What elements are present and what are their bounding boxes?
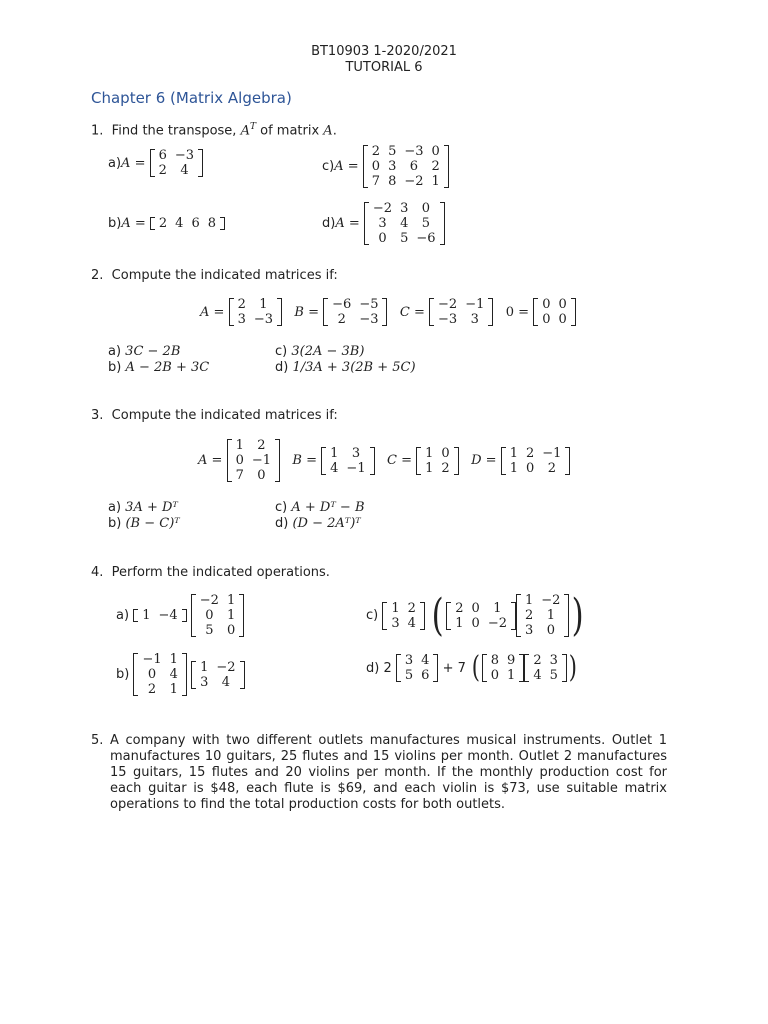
matrix-cell: −1 bbox=[251, 453, 272, 468]
matrix-cell: 7 bbox=[371, 174, 381, 189]
matrix-cell: 3 bbox=[200, 674, 209, 690]
matrix-cell: 1 bbox=[330, 445, 339, 461]
matrix-cell: 1 bbox=[425, 445, 434, 461]
q4b-matrix-1 bbox=[133, 652, 186, 697]
q1-prompt: 1. Find the transpose, $A^T$ of matrix A. bbox=[91, 122, 337, 139]
matrix-cell: 0 bbox=[235, 453, 244, 468]
matrix-cell: 2 bbox=[158, 216, 168, 231]
matrix-cell: 1 bbox=[142, 608, 151, 623]
matrix-cell: 2 bbox=[237, 297, 246, 312]
matrix-cell: 1 bbox=[226, 608, 236, 623]
q4c-matrix-3 bbox=[516, 593, 569, 638]
matrix-cell: 8 bbox=[207, 216, 217, 231]
matrix-cell: −2 bbox=[199, 593, 219, 608]
q2-part-d: d) 1/3A + 3(2B + 5C) bbox=[275, 360, 416, 375]
q3-part-a: a) 3A + Dᵀ bbox=[108, 500, 178, 515]
matrix-cell: 0 bbox=[378, 231, 387, 246]
q2-matrix-B bbox=[323, 297, 387, 327]
q3-part-c: c) A + Dᵀ − B bbox=[275, 500, 365, 515]
matrix-cell: 2 bbox=[441, 460, 450, 476]
matrix-cell: 5 bbox=[400, 231, 409, 246]
q2-matrix-zero bbox=[533, 297, 576, 327]
matrix-cell: −2 bbox=[438, 297, 458, 312]
matrix-cell: −3 bbox=[404, 144, 424, 159]
q1-number: 1. bbox=[91, 123, 104, 139]
matrix-cell: 1 bbox=[455, 615, 464, 631]
matrix-cell: 1 bbox=[425, 460, 434, 476]
q2-part-a: a) 3C − 2B bbox=[108, 344, 181, 359]
matrix-cell: 0 bbox=[546, 623, 555, 638]
matrix-cell: 4 bbox=[407, 615, 416, 631]
matrix-cell: 3 bbox=[237, 312, 246, 327]
matrix-cell: 4 bbox=[421, 653, 430, 668]
matrix-cell: 4 bbox=[221, 674, 231, 690]
matrix-cell: 9 bbox=[507, 653, 516, 668]
matrix-cell: 2 bbox=[257, 438, 266, 453]
q3-prompt: 3. Compute the indicated matrices if: bbox=[91, 408, 338, 423]
q3-part-d: d) (D − 2Aᵀ)ᵀ bbox=[275, 516, 361, 531]
matrix-cell: 1 bbox=[259, 297, 268, 312]
matrix-cell: 3 bbox=[549, 653, 558, 668]
matrix-cell: −1 bbox=[542, 445, 562, 461]
matrix-cell: 1 bbox=[169, 682, 178, 697]
matrix-cell: 7 bbox=[235, 468, 244, 483]
matrix-cell: 6 bbox=[158, 148, 167, 163]
matrix-cell: 0 bbox=[421, 201, 431, 216]
matrix-cell: 1 bbox=[493, 600, 502, 616]
matrix-cell: 0 bbox=[471, 615, 480, 631]
matrix-cell: 3 bbox=[470, 312, 479, 327]
q4a-matrix-1 bbox=[133, 608, 186, 623]
matrix-cell: 2 bbox=[547, 460, 556, 476]
matrix-cell: −1 bbox=[465, 297, 485, 312]
matrix-cell: 1 bbox=[509, 460, 518, 476]
q5-text: A company with two different outlets manufactures musical instruments. Outlet 1 manufactures 10 guitars, 25 flutes and 15 violins per month. Outlet 2 manufactures 15 guitars, 15 flutes and 20 violins per month. If the monthly production cost for each guitar is $48, each flute is $69, and each violin is $73, use suitable matrix operations to find the total production costs for both outlets. bbox=[110, 733, 667, 812]
matrix-cell: 3 bbox=[400, 201, 409, 216]
matrix-cell: 2 bbox=[407, 600, 416, 616]
matrix-cell: 4 bbox=[175, 216, 184, 231]
q4c-matrix-1 bbox=[382, 601, 425, 631]
matrix-cell: 6 bbox=[191, 216, 200, 231]
q2-number: 2. bbox=[91, 268, 104, 283]
matrix-cell: 5 bbox=[404, 668, 414, 683]
matrix-cell: 0 bbox=[257, 468, 266, 483]
q3-definitions: A = 1 2 0 −1 7 0 B = 1 3 4 −1 C = 1 0 1 2 D = 1 2 −1 1 0 2 bbox=[198, 438, 570, 483]
matrix-cell: 0 bbox=[371, 159, 381, 174]
q1-matrix-d bbox=[364, 201, 445, 246]
matrix-cell: 1 bbox=[391, 600, 400, 616]
matrix-cell: 8 bbox=[490, 653, 500, 668]
matrix-cell: 0 bbox=[471, 600, 480, 616]
matrix-cell: −3 bbox=[359, 312, 379, 327]
matrix-cell: 1 bbox=[507, 668, 516, 683]
q4d-matrix-1 bbox=[396, 653, 439, 683]
chapter-title: Chapter 6 (Matrix Algebra) bbox=[91, 89, 292, 107]
matrix-cell: 2 bbox=[158, 163, 167, 178]
q1-part-a: a)A = 6 −3 2 4 bbox=[108, 148, 203, 178]
matrix-cell: 8 bbox=[388, 174, 397, 189]
q3-number: 3. bbox=[91, 408, 104, 423]
q4-part-b: b) −1 1 0 4 2 1 1 −2 3 4 bbox=[116, 652, 245, 697]
q4-part-c: c) 1 2 3 4 ( 2 0 1 1 0 −2 1 −2 2 1 3 0 ) bbox=[366, 589, 585, 641]
matrix-cell: −2 bbox=[216, 659, 236, 675]
q3-matrix-B bbox=[321, 446, 374, 476]
matrix-cell: 1 bbox=[431, 174, 440, 189]
matrix-cell: 0 bbox=[441, 445, 450, 461]
matrix-cell: 3 bbox=[378, 216, 387, 231]
q3-matrix-D bbox=[501, 446, 571, 476]
q4-number: 4. bbox=[91, 565, 104, 580]
matrix-cell: −6 bbox=[416, 231, 436, 246]
matrix-cell: −3 bbox=[174, 148, 195, 163]
matrix-cell: 5 bbox=[549, 668, 558, 683]
matrix-cell: −3 bbox=[253, 312, 274, 327]
matrix-cell: 0 bbox=[431, 144, 440, 159]
q2-prompt: 2. Compute the indicated matrices if: bbox=[91, 268, 338, 283]
q4c-matrix-2 bbox=[446, 601, 516, 631]
q4-part-d: d) 2 3 4 5 6 + 7 ( 8 9 0 1 2 3 4 5 ) bbox=[366, 650, 577, 685]
matrix-cell: −2 bbox=[487, 615, 507, 631]
matrix-cell: 2 bbox=[147, 682, 157, 697]
matrix-cell: 0 bbox=[490, 668, 500, 683]
matrix-cell: 2 bbox=[431, 159, 440, 174]
matrix-cell: 4 bbox=[400, 216, 409, 231]
matrix-cell: 4 bbox=[169, 667, 178, 682]
matrix-cell: 1 bbox=[546, 608, 555, 623]
matrix-cell: 5 bbox=[421, 216, 431, 231]
matrix-cell: 3 bbox=[391, 615, 400, 631]
q5-number: 5. bbox=[91, 733, 104, 748]
matrix-cell: 2 bbox=[337, 312, 346, 327]
matrix-cell: 0 bbox=[542, 312, 551, 327]
matrix-cell: −2 bbox=[541, 593, 561, 608]
matrix-cell: −5 bbox=[359, 297, 379, 312]
matrix-cell: 0 bbox=[205, 608, 214, 623]
matrix-cell: 6 bbox=[409, 159, 419, 174]
matrix-cell: 0 bbox=[558, 297, 567, 312]
q4d-matrix-3 bbox=[524, 653, 567, 683]
q4-part-a: a) 1 −4 −2 1 0 1 5 0 bbox=[116, 593, 244, 638]
q1-part-c: c)A = 2 5 −3 0 0 3 6 2 7 8 −2 1 bbox=[322, 144, 449, 189]
q2-matrix-C bbox=[429, 297, 493, 327]
q3-matrix-C bbox=[416, 446, 459, 476]
q2-definitions: A = 2 1 3 −3 B = −6 −5 2 −3 C = −2 −1 −3 3 0 = 0 0 0 0 bbox=[200, 297, 576, 327]
matrix-cell: 2 bbox=[455, 600, 464, 616]
matrix-cell: 4 bbox=[330, 460, 339, 476]
matrix-cell: 3 bbox=[388, 159, 397, 174]
matrix-cell: −4 bbox=[158, 608, 178, 623]
q1-part-d: d)A = −2 3 0 3 4 5 0 5 −6 bbox=[322, 201, 445, 246]
q4b-matrix-2 bbox=[191, 660, 244, 690]
q1-matrix-c bbox=[363, 144, 449, 189]
q2-part-c: c) 3(2A − 3B) bbox=[275, 344, 365, 359]
q3-part-b: b) (B − C)ᵀ bbox=[108, 516, 180, 531]
matrix-cell: 1 bbox=[200, 659, 209, 675]
matrix-cell: 1 bbox=[509, 445, 518, 461]
matrix-cell: 2 bbox=[533, 653, 542, 668]
course-code: BT10903 1-2020/2021 bbox=[311, 44, 457, 59]
matrix-cell: 3 bbox=[404, 653, 414, 668]
tutorial-number: TUTORIAL 6 bbox=[345, 60, 423, 75]
matrix-cell: 0 bbox=[542, 297, 551, 312]
matrix-cell: 5 bbox=[388, 144, 397, 159]
q3-matrix-A bbox=[227, 438, 280, 483]
matrix-cell: 1 bbox=[226, 593, 236, 608]
matrix-cell: 5 bbox=[205, 623, 214, 638]
matrix-cell: 3 bbox=[524, 623, 534, 638]
matrix-cell: 0 bbox=[226, 623, 236, 638]
q2-matrix-A bbox=[229, 297, 282, 327]
q1-matrix-b bbox=[150, 216, 225, 231]
q4d-matrix-2 bbox=[482, 653, 525, 683]
q1-part-b: b)A = 2 4 6 8 bbox=[108, 216, 225, 231]
q2-part-b: b) A − 2B + 3C bbox=[108, 360, 210, 375]
q4a-matrix-2 bbox=[191, 593, 244, 638]
matrix-cell: 6 bbox=[421, 668, 430, 683]
matrix-cell: −1 bbox=[346, 460, 366, 476]
matrix-cell: 0 bbox=[525, 460, 535, 476]
matrix-cell: −2 bbox=[404, 174, 424, 189]
matrix-cell: 4 bbox=[180, 163, 189, 178]
matrix-cell: 3 bbox=[351, 445, 361, 461]
matrix-cell: 2 bbox=[524, 608, 534, 623]
matrix-cell: 2 bbox=[371, 144, 381, 159]
matrix-cell: 1 bbox=[235, 438, 244, 453]
matrix-cell: 4 bbox=[533, 668, 542, 683]
matrix-cell: −3 bbox=[438, 312, 458, 327]
matrix-cell: −2 bbox=[372, 201, 393, 216]
matrix-cell: −1 bbox=[142, 652, 162, 667]
q1-matrix-a bbox=[150, 148, 203, 178]
q4-prompt: 4. Perform the indicated operations. bbox=[91, 565, 330, 580]
matrix-cell: 0 bbox=[558, 312, 567, 327]
matrix-cell: 2 bbox=[525, 445, 535, 461]
matrix-cell: −6 bbox=[332, 297, 352, 312]
matrix-cell: 1 bbox=[169, 652, 178, 667]
matrix-cell: 1 bbox=[524, 593, 534, 608]
matrix-cell: 0 bbox=[147, 667, 157, 682]
